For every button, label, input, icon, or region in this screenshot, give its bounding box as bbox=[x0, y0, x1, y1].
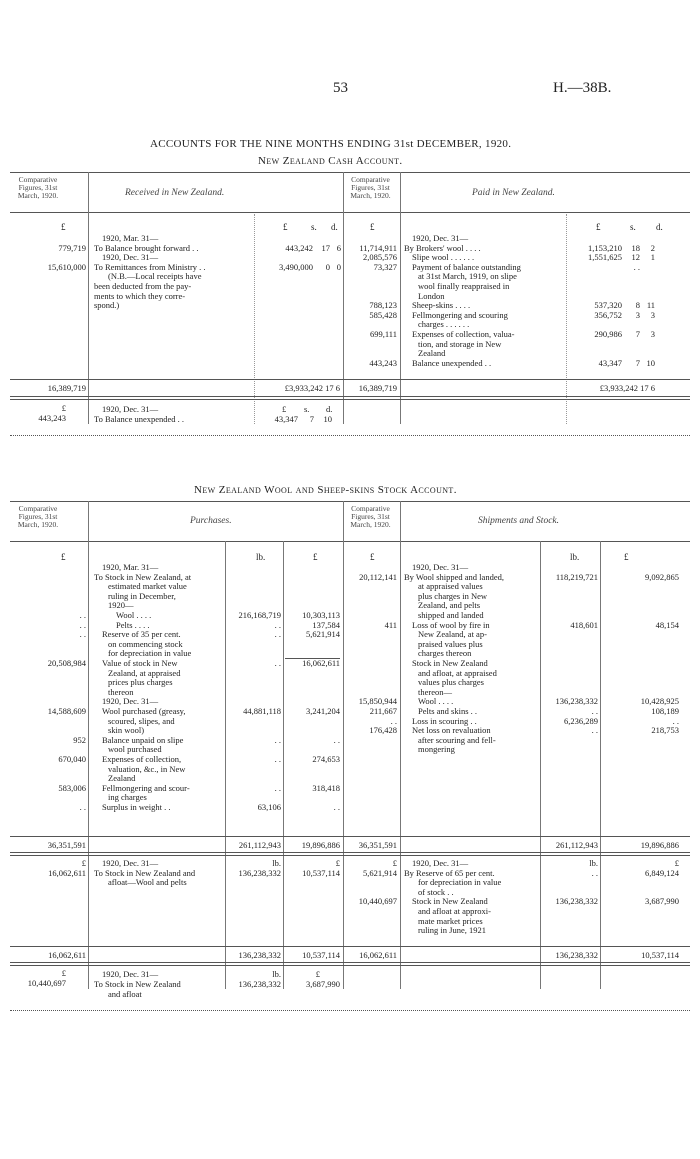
cash-comparative-header-right: Comparative Figures, 31st March, 1920. bbox=[350, 175, 391, 200]
ledger-cell-l: £ bbox=[335, 858, 340, 868]
section-separator bbox=[10, 1010, 690, 1011]
ledger-cell-text: charges thereon bbox=[418, 648, 472, 659]
ledger-cell-l: 3,490,000 bbox=[279, 261, 313, 272]
ledger-cell-comp: . . bbox=[79, 619, 86, 630]
ledger-cell-comp: 211,667 bbox=[369, 706, 397, 716]
ledger-cell-text: Wool . . . . bbox=[116, 610, 152, 620]
ledger-cell-comp: . . bbox=[79, 802, 86, 812]
ledger-cell-text: To Balance brought forward . . bbox=[94, 242, 199, 253]
ledger-cell-text: Balance unpaid on slipe bbox=[102, 734, 184, 745]
ledger-cell-text: Sheep-skins . . . . bbox=[412, 300, 471, 311]
ledger-cell-lb: 6,236,289 bbox=[564, 715, 598, 726]
ledger-cell-text: 1920, Mar. 31— bbox=[102, 562, 159, 572]
wool-purchases-header: Purchases. bbox=[190, 516, 232, 526]
currency-unit: £ bbox=[370, 552, 375, 562]
currency-unit: £ bbox=[624, 552, 629, 562]
wool-total-lb-left: 261,112,943 bbox=[238, 840, 281, 850]
ledger-cell-l: 218,753 bbox=[651, 725, 679, 736]
ledger-cell-text: of stock . . bbox=[418, 886, 454, 897]
ledger-cell-d: 0 bbox=[336, 261, 341, 272]
ledger-cell-text: Stock in New Zealand bbox=[412, 896, 488, 907]
ledger-cell-text: and afloat, at appraised bbox=[418, 667, 497, 678]
ledger-cell-l: 6,849,124 bbox=[645, 867, 679, 878]
wool-after-date: 1920, Dec. 31— bbox=[102, 969, 159, 979]
ledger-cell-s: . . bbox=[633, 261, 640, 272]
ledger-cell-comp: 583,006 bbox=[58, 782, 86, 793]
wool-total-comparative-left: 36,351,591 bbox=[47, 840, 86, 850]
ledger-cell-text: Stock in New Zealand bbox=[412, 658, 488, 668]
wool-comparative-header-right: Comparative Figures, 31st March, 1920. bbox=[350, 504, 391, 529]
wool-divider bbox=[400, 501, 401, 989]
ledger-cell-l: 108,189 bbox=[651, 706, 679, 716]
pence-unit: d. bbox=[656, 222, 663, 232]
ledger-cell-text: Net loss on revaluation bbox=[412, 725, 491, 736]
ledger-cell-text: To Stock in New Zealand, at bbox=[94, 571, 192, 582]
wool-totals-rule bbox=[10, 836, 690, 837]
ledger-cell-text: Value of stock in New bbox=[102, 658, 178, 668]
ledger-cell-text: ments to which they corre- bbox=[94, 290, 186, 301]
wool-shipments-header: Shipments and Stock. bbox=[478, 516, 560, 526]
wool-account-subtitle: New Zealand Wool and Sheep-skins Stock Account. bbox=[194, 484, 457, 496]
wool-comparative-header-left: Comparative Figures, 31st March, 1920. bbox=[17, 504, 59, 529]
ledger-cell-text: for depreciation in value bbox=[418, 877, 502, 888]
wool-total-pounds-left: 19,896,886 bbox=[301, 840, 340, 850]
ledger-cell-text: By Reserve of 65 per cent. bbox=[404, 867, 495, 878]
ledger-cell-l: . . bbox=[672, 715, 679, 726]
ledger-cell-l: £ bbox=[674, 858, 679, 868]
ledger-cell-text: 1920, Dec. 31— bbox=[412, 562, 469, 572]
currency-unit: £ bbox=[61, 552, 66, 562]
ledger-cell-text: 1920, Dec. 31— bbox=[102, 858, 159, 868]
ledger-cell-lb: 63,106 bbox=[257, 802, 281, 812]
currency-unit: £ bbox=[283, 222, 288, 232]
ledger-cell-text: 1920, Dec. 31— bbox=[102, 252, 159, 263]
ledger-cell-l: . . bbox=[333, 802, 340, 812]
cash-total-received: £3,933,242 17 6 bbox=[284, 383, 340, 393]
wool-after-comparative-unit: £ bbox=[61, 968, 66, 978]
ledger-cell-text: Wool purchased (greasy, bbox=[102, 706, 186, 716]
ledger-cell-lb: . . bbox=[274, 629, 281, 640]
ledger-cell-text: afloat—Wool and pelts bbox=[108, 877, 187, 888]
ledger-cell-text: Expenses of collection, bbox=[102, 754, 182, 764]
wool-total-pounds-right: 19,896,886 bbox=[640, 840, 679, 850]
ledger-cell-lb: 136,238,332 bbox=[555, 896, 598, 907]
ledger-cell-l: 3,687,990 bbox=[645, 896, 679, 907]
ledger-cell-comp: 5,621,914 bbox=[363, 867, 397, 878]
ledger-cell-text: 1920, Dec. 31— bbox=[102, 696, 159, 707]
cash-comparative-header-left: Comparative Figures, 31st March, 1920. bbox=[17, 175, 59, 200]
wool-totals-rule bbox=[10, 946, 690, 947]
ledger-cell-text: 1920, Mar. 31— bbox=[102, 233, 159, 243]
cash-after-description: To Balance unexpended . . bbox=[94, 414, 185, 424]
ledger-cell-text: mongering bbox=[418, 744, 455, 755]
ledger-cell-lb: 44,881,118 bbox=[243, 706, 281, 716]
ledger-cell-text: thereon bbox=[108, 686, 134, 697]
ledger-cell-comp: 788,123 bbox=[369, 300, 397, 311]
ledger-cell-text: Fellmongering and scour- bbox=[102, 782, 190, 793]
ledger-cell-text: Balance unexpended . . bbox=[412, 357, 492, 368]
ledger-cell-comp: £ bbox=[81, 858, 86, 868]
ledger-cell-comp: 779,719 bbox=[58, 242, 86, 253]
wool-divider bbox=[88, 501, 89, 989]
cash-divider bbox=[88, 172, 89, 424]
wool-header-bottom-rule bbox=[10, 541, 690, 542]
ledger-cell-text: ruling in December, bbox=[108, 590, 176, 601]
ledger-cell-text: praised values plus bbox=[418, 638, 483, 649]
ledger-cell-text: estimated market value bbox=[108, 581, 187, 592]
ledger-cell-text: values plus charges bbox=[418, 677, 484, 688]
wool-total2-pounds-left: 10,537,114 bbox=[302, 950, 340, 960]
ledger-cell-lb: 118,219,721 bbox=[555, 571, 598, 582]
ledger-cell-comp: 699,111 bbox=[370, 329, 397, 339]
currency-unit: £ bbox=[596, 222, 601, 232]
wool-total-lb-right: 261,112,943 bbox=[555, 840, 598, 850]
ledger-cell-text: To Stock in New Zealand and bbox=[94, 867, 196, 878]
ledger-cell-l: 10,537,114 bbox=[302, 867, 340, 878]
ledger-cell-s: 3 bbox=[635, 309, 640, 320]
ledger-cell-l: 43,347 bbox=[598, 357, 622, 368]
ledger-cell-comp: . . bbox=[79, 610, 86, 620]
wool-after-lb: 136,238,332 bbox=[238, 979, 281, 989]
ledger-cell-text: for depreciation in value bbox=[108, 648, 192, 659]
ledger-cell-l: 137,584 bbox=[312, 619, 340, 630]
ledger-cell-comp: 15,610,000 bbox=[47, 261, 86, 272]
wool-total2-lb-left: 136,238,332 bbox=[238, 950, 281, 960]
wool-divider bbox=[540, 541, 541, 989]
ledger-cell-l: 1,551,625 bbox=[588, 252, 622, 263]
weight-unit: lb. bbox=[256, 552, 266, 562]
ledger-cell-comp: 20,112,141 bbox=[359, 571, 397, 582]
ledger-cell-lb: . . bbox=[274, 754, 281, 764]
ledger-cell-lb: . . bbox=[591, 706, 598, 716]
currency-unit: £ bbox=[313, 552, 318, 562]
ledger-cell-text: Zealand, and pelts bbox=[418, 600, 481, 611]
pence-unit: d. bbox=[331, 222, 338, 232]
wool-divider bbox=[283, 541, 284, 989]
cash-after-pence-unit: d. bbox=[326, 404, 333, 414]
ledger-cell-d: 2 bbox=[650, 242, 655, 253]
ledger-cell-text: 1920, Dec. 31— bbox=[412, 233, 469, 243]
cash-divider bbox=[400, 172, 401, 424]
ledger-cell-comp: 670,040 bbox=[58, 754, 86, 764]
wool-divider bbox=[225, 541, 226, 989]
ledger-cell-d: 3 bbox=[650, 329, 655, 339]
ledger-cell-text: New Zealand, at ap- bbox=[418, 629, 487, 640]
ledger-cell-l: 318,418 bbox=[312, 782, 340, 793]
cash-total-paid: £3,933,242 17 6 bbox=[599, 383, 655, 393]
ledger-cell-text: skin wool) bbox=[108, 725, 145, 736]
cash-totals-rule bbox=[10, 379, 690, 380]
ledger-cell-l: 537,320 bbox=[594, 300, 622, 311]
document-reference: H.—38B. bbox=[553, 80, 612, 96]
cash-paid-header: Paid in New Zealand. bbox=[472, 188, 555, 198]
ledger-cell-text: Fellmongering and scouring bbox=[412, 309, 508, 320]
cash-header-bottom-rule bbox=[10, 212, 690, 213]
ledger-cell-comp: 443,243 bbox=[369, 357, 397, 368]
cash-after-comparative-unit: £ bbox=[61, 403, 66, 413]
ledger-cell-text: Zealand bbox=[418, 348, 446, 359]
ledger-cell-comp: 411 bbox=[384, 619, 397, 630]
ledger-cell-lb: 418,601 bbox=[570, 619, 598, 630]
ledger-cell-s: 0 bbox=[325, 261, 330, 272]
ledger-cell-comp: 952 bbox=[73, 734, 86, 745]
ledger-cell-s: 12 bbox=[631, 252, 640, 263]
ledger-cell-text: been deducted from the pay- bbox=[94, 281, 192, 291]
ledger-cell-comp: 14,588,609 bbox=[47, 706, 86, 716]
ledger-cell-s: 17 bbox=[321, 242, 330, 253]
cash-header-top-rule bbox=[10, 172, 690, 173]
ledger-cell-text: Expenses of collection, valua- bbox=[412, 329, 515, 339]
ledger-cell-comp: 16,062,611 bbox=[48, 867, 86, 878]
ledger-cell-text: plus charges in New bbox=[418, 590, 488, 601]
ledger-cell-text: mate market prices bbox=[418, 915, 483, 926]
ledger-cell-d: 6 bbox=[336, 242, 341, 253]
ledger-cell-text: Payment of balance outstanding bbox=[412, 261, 521, 272]
ledger-cell-l: 48,154 bbox=[655, 619, 679, 630]
ledger-cell-text: Wool . . . . bbox=[418, 696, 454, 707]
wool-divider bbox=[600, 541, 601, 989]
ledger-cell-text: 1920, Dec. 31— bbox=[412, 858, 469, 868]
ledger-cell-lb: . . bbox=[274, 734, 281, 745]
page-number: 53 bbox=[333, 80, 348, 96]
ledger-cell-comp: . . bbox=[79, 629, 86, 640]
ledger-cell-text: London bbox=[418, 290, 445, 301]
ledger-cell-text: charges . . . . . . bbox=[418, 319, 470, 330]
ledger-cell-text: By Brokers' wool . . . . bbox=[404, 242, 481, 253]
shillings-unit: s. bbox=[311, 222, 317, 232]
subtotal-rule bbox=[285, 658, 340, 659]
wool-total2-lb-right: 136,238,332 bbox=[555, 950, 598, 960]
cash-after-shillings: 7 bbox=[309, 414, 314, 424]
ledger-cell-comp: 10,440,697 bbox=[358, 896, 397, 907]
ledger-cell-comp: 585,428 bbox=[369, 309, 397, 320]
cash-account-subtitle: New Zealand Cash Account. bbox=[258, 155, 403, 167]
cash-after-date: 1920, Dec. 31— bbox=[102, 404, 159, 414]
cash-total-comparative-left: 16,389,719 bbox=[47, 383, 86, 393]
cash-after-pound-unit: £ bbox=[282, 404, 287, 414]
wool-after-description-cont: and afloat bbox=[108, 989, 142, 999]
ledger-cell-text: Loss in scouring . . bbox=[412, 715, 477, 726]
ledger-cell-l: 290,986 bbox=[594, 329, 622, 339]
currency-unit: £ bbox=[61, 222, 66, 232]
ledger-cell-text: thereon— bbox=[418, 686, 452, 697]
ledger-cell-text: Slipe wool . . . . . . bbox=[412, 252, 475, 263]
ledger-cell-text: To Remittances from Ministry . . bbox=[94, 261, 206, 272]
ledger-cell-l: . . bbox=[333, 734, 340, 745]
ledger-cell-comp: 11,714,911 bbox=[359, 242, 397, 253]
wool-after-pound-unit: £ bbox=[315, 969, 320, 979]
cash-after-pounds: 43,347 bbox=[274, 414, 298, 424]
ledger-cell-text: tion, and storage in New bbox=[418, 338, 502, 349]
ledger-cell-text: Loss of wool by fire in bbox=[412, 619, 490, 630]
weight-unit: lb. bbox=[570, 552, 580, 562]
ledger-cell-lb: 136,238,332 bbox=[555, 696, 598, 707]
wool-after-comparative-value: 10,440,697 bbox=[27, 978, 66, 988]
ledger-cell-text: on commencing stock bbox=[108, 638, 183, 649]
section-separator bbox=[10, 435, 690, 436]
ledger-cell-text: Surplus in weight . . bbox=[102, 802, 171, 812]
ledger-cell-text: Reserve of 35 per cent. bbox=[102, 629, 181, 640]
wool-totals-double-rule bbox=[10, 852, 690, 856]
ledger-cell-l: 9,092,865 bbox=[645, 571, 679, 582]
ledger-cell-text: wool purchased bbox=[108, 744, 162, 755]
ledger-cell-d: 1 bbox=[650, 252, 655, 263]
wool-total2-comparative-right: 16,062,611 bbox=[359, 950, 397, 960]
ledger-cell-lb: lb. bbox=[589, 858, 598, 868]
ledger-cell-comp: . . bbox=[390, 715, 397, 726]
ledger-cell-lb: 216,168,719 bbox=[238, 610, 281, 620]
wool-after-lb-unit: lb. bbox=[272, 969, 281, 979]
ledger-cell-text: at appraised values bbox=[418, 581, 483, 592]
wool-after-description: To Stock in New Zealand bbox=[94, 979, 181, 989]
ledger-cell-text: (N.B.—Local receipts have bbox=[108, 271, 202, 282]
ledger-cell-text: Zealand bbox=[108, 773, 136, 784]
ledger-cell-text: 1920— bbox=[108, 600, 134, 611]
ledger-cell-l: 16,062,611 bbox=[302, 658, 340, 668]
cash-totals-double-rule bbox=[10, 396, 690, 400]
ledger-cell-comp: 176,428 bbox=[369, 725, 397, 736]
ledger-cell-s: 7 bbox=[635, 357, 640, 368]
ledger-cell-l: 5,621,914 bbox=[306, 629, 340, 640]
ledger-cell-comp: 2,085,576 bbox=[363, 252, 397, 263]
ledger-cell-text: at 31st March, 1919, on slipe bbox=[418, 271, 517, 282]
ledger-cell-text: wool finally reappraised in bbox=[418, 281, 510, 291]
ledger-cell-s: 7 bbox=[635, 329, 640, 339]
ledger-cell-l: 274,653 bbox=[312, 754, 340, 764]
ledger-cell-d: 10 bbox=[646, 357, 655, 368]
ledger-cell-text: prices plus charges bbox=[108, 677, 173, 688]
ledger-cell-text: ruling in June, 1921 bbox=[418, 925, 486, 936]
ledger-cell-text: Pelts and skins . . bbox=[418, 706, 478, 716]
wool-total2-comparative-left: 16,062,611 bbox=[48, 950, 86, 960]
ledger-cell-l: 3,241,204 bbox=[306, 706, 340, 716]
ledger-cell-text: scoured, slipes, and bbox=[108, 715, 175, 726]
ledger-cell-lb: . . bbox=[274, 619, 281, 630]
ledger-cell-lb: . . bbox=[274, 782, 281, 793]
ledger-cell-l: 1,153,210 bbox=[588, 242, 622, 253]
ledger-cell-l: 10,303,113 bbox=[302, 610, 340, 620]
wool-total2-pounds-right: 10,537,114 bbox=[641, 950, 679, 960]
shillings-unit: s. bbox=[630, 222, 636, 232]
ledger-cell-comp: £ bbox=[392, 858, 397, 868]
wool-header-top-rule bbox=[10, 501, 690, 502]
ledger-cell-text: Pelts . . . . bbox=[116, 619, 150, 630]
ledger-cell-lb: 136,238,332 bbox=[238, 867, 281, 878]
ledger-cell-text: spond.) bbox=[94, 300, 120, 311]
currency-unit: £ bbox=[370, 222, 375, 232]
ledger-cell-text: ing charges bbox=[108, 792, 147, 803]
ledger-cell-text: and afloat at approxi- bbox=[418, 906, 491, 916]
ledger-cell-l: 10,428,925 bbox=[640, 696, 679, 707]
ledger-cell-comp: 15,850,944 bbox=[358, 696, 397, 707]
ledger-cell-text: Zealand, at appraised bbox=[108, 667, 181, 678]
ledger-cell-d: 11 bbox=[646, 300, 655, 311]
accounts-title: ACCOUNTS FOR THE NINE MONTHS ENDING 31st DECEMBER, 1920. bbox=[150, 138, 512, 150]
ledger-cell-l: 356,752 bbox=[594, 309, 622, 320]
ledger-cell-lb: . . bbox=[591, 867, 598, 878]
ledger-cell-text: shipped and landed bbox=[418, 610, 484, 620]
ledger-cell-text: after scouring and fell- bbox=[418, 734, 496, 745]
cash-after-pence: 10 bbox=[323, 414, 332, 424]
ledger-cell-lb: . . bbox=[274, 658, 281, 668]
ledger-cell-s: 18 bbox=[631, 242, 640, 253]
ledger-cell-text: valuation, &c., in New bbox=[108, 763, 186, 774]
wool-total-comparative-right: 36,351,591 bbox=[358, 840, 397, 850]
ledger-cell-comp: 73,327 bbox=[373, 261, 397, 272]
cash-after-shilling-unit: s. bbox=[304, 404, 310, 414]
ledger-cell-s: 8 bbox=[635, 300, 640, 311]
ledger-cell-text: By Wool shipped and landed, bbox=[404, 571, 504, 582]
cash-received-header: Received in New Zealand. bbox=[125, 188, 225, 198]
ledger-cell-comp: 20,508,984 bbox=[47, 658, 86, 668]
ledger-cell-lb: lb. bbox=[272, 858, 281, 868]
ledger-cell-lb: . . bbox=[591, 725, 598, 736]
ledger-cell-d: 3 bbox=[650, 309, 655, 320]
cash-total-comparative-right: 16,389,719 bbox=[358, 383, 397, 393]
wool-after-pounds: 3,687,990 bbox=[306, 979, 340, 989]
cash-after-comparative-value: 443,243 bbox=[38, 413, 66, 423]
ledger-cell-l: 443,242 bbox=[285, 242, 313, 253]
wool-totals-double-rule bbox=[10, 962, 690, 966]
